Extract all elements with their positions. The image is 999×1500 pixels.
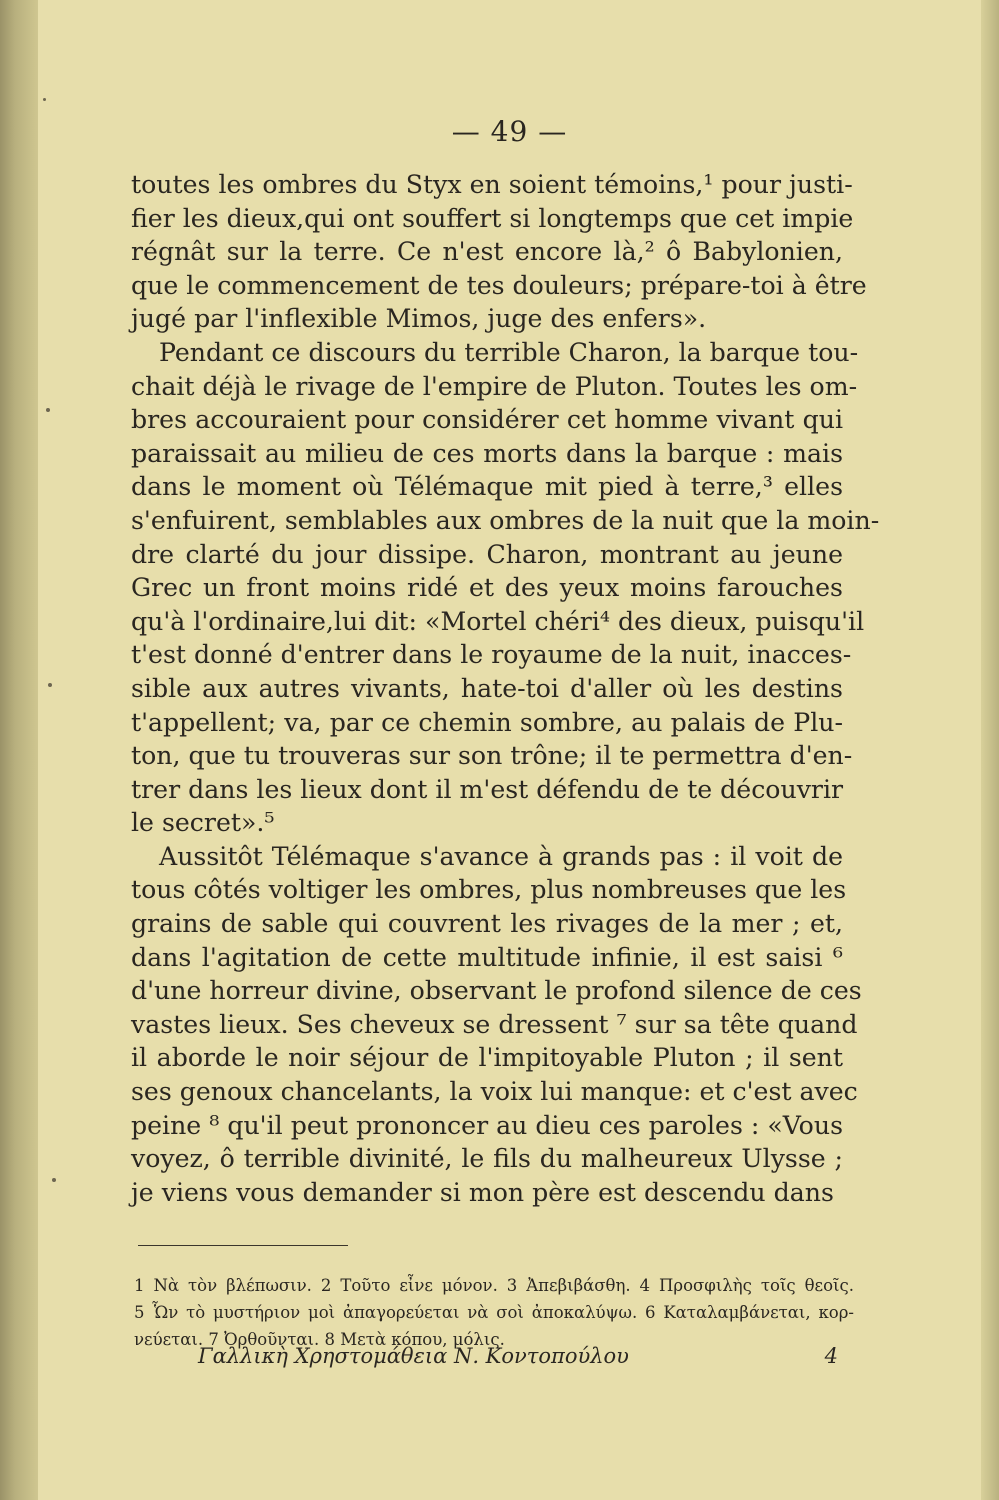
text-line: toutes les ombres du Styx en soient témoins,¹ pour justi- xyxy=(131,170,853,199)
paragraph-1 xyxy=(131,168,867,336)
text-line: le secret».⁵ xyxy=(131,808,275,838)
text-line: régnât sur la terre. Ce n'est encore là,² ô Babylonien, xyxy=(131,237,843,267)
text-line: dans l'agitation de cette multitude infinie, il est saisi ⁶ xyxy=(131,942,843,972)
text-line: dans le moment où Télémaque mit pied à terre,³ elles xyxy=(131,472,843,502)
text-line: jugé par l'inflexible Mimos, juge des enfers». xyxy=(131,304,707,334)
body-text xyxy=(131,168,880,1209)
paper-speck xyxy=(48,683,52,687)
text-line: ton, que tu trouveras sur son trône; il te permettra d'en- xyxy=(131,741,853,771)
page-number: — 49 — xyxy=(451,115,568,148)
book-page xyxy=(38,0,981,1500)
signature-sheet-number: 4 xyxy=(824,1344,838,1368)
text-line: qu'à l'ordinaire,lui dit: «Mortel chéri⁴ des dieux, puisqu'il xyxy=(131,606,865,636)
text-line: tous côtés voltiger les ombres, plus nombreuses que les xyxy=(131,875,847,905)
text-line: ses genoux chancelants, la voix lui manque: et c'est avec xyxy=(131,1077,858,1107)
footnote-separator-rule xyxy=(138,1245,348,1246)
text-line: chait déjà le rivage de l'empire de Pluton. Toutes les om- xyxy=(131,371,858,401)
footnote-line: 5 Ὧν τὸ μυστήριον μοὶ ἀπαγορεύεται νὰ σοὶ ἀποκαλύψω. 6 Καταλαμβάνεται, κορ- xyxy=(134,1303,854,1322)
text-line: Pendant ce discours du terrible Charon, la barque tou- xyxy=(159,337,859,367)
signature-title: Γαλλικὴ Χρηστομάθεια Ν. Κοντοπούλου xyxy=(198,1344,629,1368)
paragraph-3 xyxy=(131,840,862,1210)
page-right-edge xyxy=(981,0,999,1500)
text-line: bres accouraient pour considérer cet homme vivant qui xyxy=(131,405,843,435)
text-line: Grec un front moins ridé et des yeux moins farouches xyxy=(131,573,843,603)
printer-signature xyxy=(198,1344,838,1368)
text-line: t'appellent; va, par ce chemin sombre, au palais de Plu- xyxy=(131,707,843,737)
text-line: Aussitôt Télémaque s'avance à grands pas : il voit de xyxy=(159,841,843,871)
book-binding-edge xyxy=(0,0,38,1500)
text-line: il aborde le noir séjour de l'impitoyable Pluton ; il sent xyxy=(131,1043,843,1073)
text-line: sible aux autres vivants, hate-toi d'aller où les destins xyxy=(131,673,843,703)
paragraph-2 xyxy=(131,336,880,840)
text-line: fier les dieux,qui ont souffert si longtemps que cet impie xyxy=(131,203,854,233)
text-line: paraissait au milieu de ces morts dans la barque : mais xyxy=(131,438,843,468)
text-line: vastes lieux. Ses cheveux se dressent ⁷ sur sa tête quand xyxy=(131,1009,858,1039)
paper-speck xyxy=(52,1178,56,1182)
text-line: je viens vous demander si mon père est descendu dans xyxy=(131,1177,834,1207)
text-line: t'est donné d'entrer dans le royaume de la nuit, inacces- xyxy=(131,640,852,670)
text-line: voyez, ô terrible divinité, le fils du malheureux Ulysse ; xyxy=(131,1144,843,1174)
footnote-line: 1 Νὰ τὸν βλέπωσιν. 2 Τοῦτο εἶνε μόνον. 3 Ἀπεβιβάσθη. 4 Προσφιλὴς τοῖς θεοῖς. xyxy=(134,1276,854,1295)
text-line: peine ⁸ qu'il peut prononcer au dieu ces paroles : «Vous xyxy=(131,1110,843,1140)
footnotes xyxy=(134,1272,854,1353)
text-line: trer dans les lieux dont il m'est défendu de te découvrir xyxy=(131,774,844,804)
paper-speck xyxy=(43,98,46,101)
text-line: dre clarté du jour dissipe. Charon, montrant au jeune xyxy=(131,539,843,569)
footnote-line: νεύεται. 7 Ὀρθοῦνται. 8 Μετὰ κόπου, μόλις. xyxy=(134,1330,505,1349)
text-line: s'enfuirent, semblables aux ombres de la nuit que la moin- xyxy=(131,505,880,535)
text-line: d'une horreur divine, observant le profond silence de ces xyxy=(131,976,862,1006)
paper-speck xyxy=(46,408,50,412)
text-line: que le commencement de tes douleurs; prépare-toi à être xyxy=(131,270,867,300)
text-line: grains de sable qui couvrent les rivages de la mer ; et, xyxy=(131,909,843,939)
